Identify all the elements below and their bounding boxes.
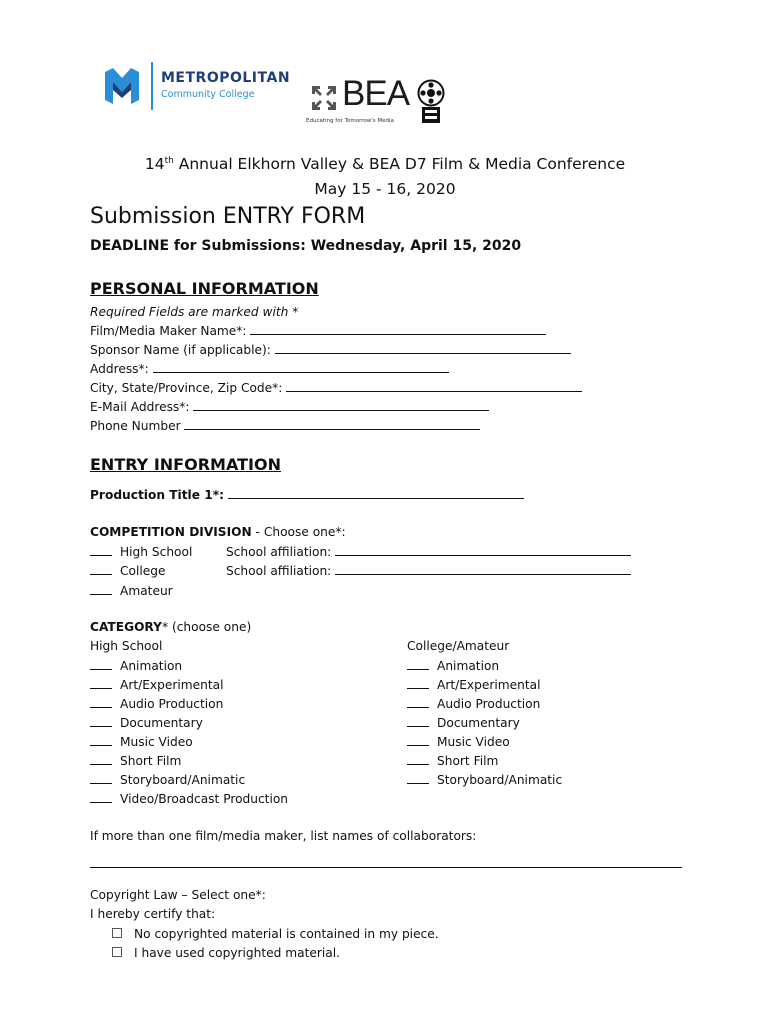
- conference-dates: May 15 - 16, 2020: [314, 180, 456, 198]
- metropolitan-m-icon: [105, 68, 139, 104]
- field-email[interactable]: E-Mail Address*:: [90, 399, 489, 414]
- metropolitan-logo: [105, 60, 295, 112]
- ca-category-item[interactable]: Art/Experimental: [407, 677, 541, 692]
- field-school-affiliation-hs[interactable]: School affiliation:: [226, 544, 631, 559]
- hs-category-item[interactable]: Audio Production: [90, 696, 223, 711]
- certify-label: I hereby certify that:: [90, 907, 216, 921]
- conference-title: 14th Annual Elkhorn Valley & BEA D7 Film & Media Conference: [144, 155, 626, 173]
- field-phone[interactable]: Phone Number: [90, 418, 480, 433]
- ca-category-item[interactable]: Storyboard/Animatic: [407, 772, 562, 787]
- bea-tagline: Educating for Tomorrow's Media: [306, 118, 394, 124]
- hs-category-heading: High School: [90, 639, 163, 653]
- copyright-label: Copyright Law – Select one*:: [90, 888, 266, 902]
- required-note: Required Fields are marked with *: [90, 305, 299, 319]
- deadline: DEADLINE for Submissions: Wednesday, April 15, 2020: [90, 238, 522, 254]
- checkbox-icon[interactable]: [112, 947, 122, 957]
- metropolitan-name: METROPOLITAN: [161, 70, 291, 86]
- hs-category-item[interactable]: Music Video: [90, 734, 193, 749]
- form-title: Submission ENTRY FORM: [90, 204, 366, 229]
- field-production-title[interactable]: Production Title 1*:: [90, 487, 524, 502]
- hs-category-item[interactable]: Art/Experimental: [90, 677, 224, 692]
- ca-category-item[interactable]: Music Video: [407, 734, 510, 749]
- field-address[interactable]: Address*:: [90, 361, 449, 376]
- ca-category-item[interactable]: Short Film: [407, 753, 498, 768]
- hs-category-item[interactable]: Short Film: [90, 753, 181, 768]
- division-college[interactable]: College: [90, 563, 165, 578]
- ca-category-item[interactable]: Documentary: [407, 715, 520, 730]
- hs-category-item[interactable]: Video/Broadcast Production: [90, 791, 288, 806]
- entry-info-heading: ENTRY INFORMATION: [90, 455, 281, 474]
- field-maker-name[interactable]: Film/Media Maker Name*:: [90, 323, 546, 338]
- hs-category-item[interactable]: Storyboard/Animatic: [90, 772, 245, 787]
- bea-wordmark: BEA: [342, 74, 410, 113]
- hs-category-item[interactable]: Animation: [90, 658, 182, 673]
- personal-info-heading: PERSONAL INFORMATION: [90, 279, 319, 298]
- bea-arrows-icon: [308, 82, 340, 114]
- ca-category-item[interactable]: Audio Production: [407, 696, 540, 711]
- field-school-affiliation-college[interactable]: School affiliation:: [226, 563, 631, 578]
- film-reel-icon: [417, 79, 445, 125]
- copyright-option-used[interactable]: I have used copyrighted material.: [112, 946, 340, 960]
- competition-division-label: COMPETITION DIVISION - Choose one*:: [90, 525, 346, 539]
- field-city-state-zip[interactable]: City, State/Province, Zip Code*:: [90, 380, 582, 395]
- division-high-school[interactable]: High School: [90, 544, 192, 559]
- division-amateur[interactable]: Amateur: [90, 583, 173, 598]
- copyright-option-none[interactable]: No copyrighted material is contained in my piece.: [112, 927, 439, 941]
- checkbox-icon[interactable]: [112, 928, 122, 938]
- collaborators-label: If more than one film/media maker, list names of collaborators:: [90, 829, 477, 843]
- collaborators-field[interactable]: [90, 867, 682, 868]
- ca-category-heading: College/Amateur: [407, 639, 510, 653]
- metropolitan-subtitle: Community College: [161, 89, 255, 100]
- field-sponsor-name[interactable]: Sponsor Name (if applicable):: [90, 342, 571, 357]
- ca-category-item[interactable]: Animation: [407, 658, 499, 673]
- hs-category-item[interactable]: Documentary: [90, 715, 203, 730]
- bea-logo: [306, 76, 418, 128]
- category-label: CATEGORY* (choose one): [90, 620, 252, 634]
